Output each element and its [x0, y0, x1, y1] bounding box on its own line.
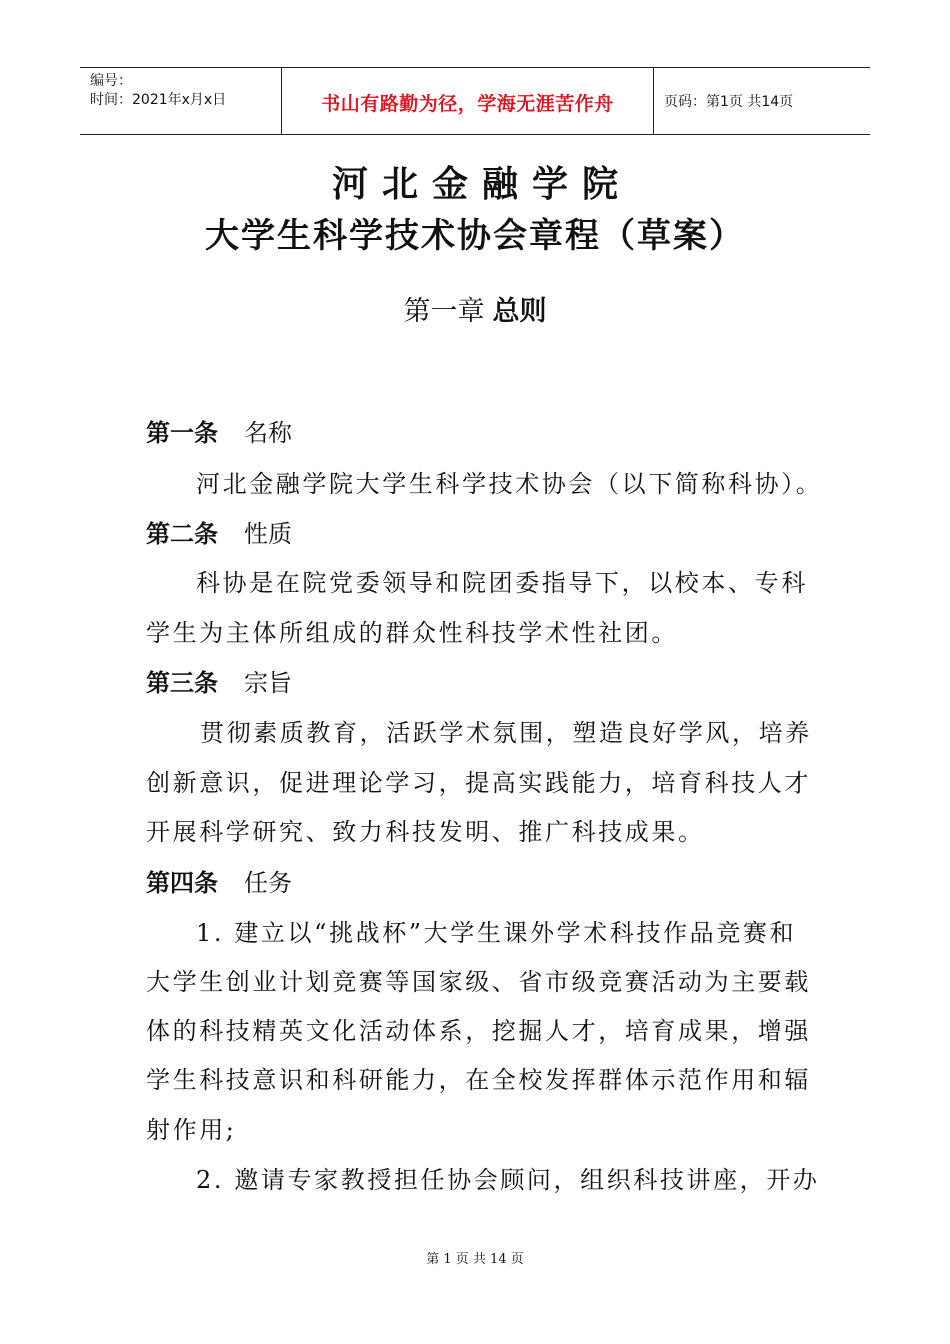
- header-page-info: 页码：第1页 共14页: [664, 94, 794, 110]
- paragraph-line: 创新意识，促进理论学习，提高实践能力，培育科技人才: [146, 769, 811, 797]
- article-number: 第四条: [146, 869, 218, 897]
- header-meta: [80, 68, 282, 134]
- paragraph-line: 开展科学研究、致力科技发明、推广科技成果。: [146, 818, 705, 846]
- paragraph-line: 学生为主体所组成的群众性科技学术性社团。: [146, 619, 678, 647]
- paragraph-line: 射作用;: [146, 1116, 237, 1144]
- paragraph-line: 科协是在院党委领导和院团委指导下，以校本、专科: [196, 569, 808, 597]
- paragraph-line: 体的科技精英文化活动体系，挖掘人才，培育成果，增强: [146, 1017, 811, 1045]
- article-name: 宗旨: [244, 669, 292, 697]
- article-name: 性质: [244, 520, 292, 548]
- document-header: [80, 67, 870, 135]
- paragraph-line: 大学生创业计划竞赛等国家级、省市级竞赛活动为主要载: [146, 968, 811, 996]
- header-motto: 书山有路勤为径，学海无涯苦作舟: [282, 68, 654, 134]
- chapter-heading: [0, 292, 950, 332]
- chapter-number: 第一章: [403, 296, 485, 327]
- paragraph-line: 河北金融学院大学生科学技术协会（以下简称科协）。: [196, 470, 823, 498]
- article-heading: [146, 666, 292, 700]
- paragraph-line: 2. 邀请专家教授担任协会顾问，组织科技讲座，开办: [196, 1166, 820, 1194]
- article-heading: [146, 416, 292, 450]
- page-footer: 第 1 页 共 14 页: [426, 1252, 524, 1267]
- article-name: 名称: [244, 419, 292, 447]
- paragraph-line: 学生科技意识和科研能力，在全校发挥群体示范作用和辐: [146, 1066, 811, 1094]
- document-title: 河北金融学院: [331, 163, 632, 205]
- header-number: 编号：: [90, 73, 132, 89]
- article-number: 第三条: [146, 669, 218, 697]
- article-heading: [146, 866, 292, 900]
- chapter-title: 总则: [492, 296, 547, 327]
- article-name: 任务: [244, 869, 292, 897]
- article-heading: [146, 517, 292, 551]
- paragraph-line: 1. 建立以“挑战杯”大学生课外学术科技作品竞赛和: [196, 919, 797, 947]
- header-time: 时间：2021年x月x日: [90, 92, 227, 108]
- document-subtitle: 大学生科学技术协会章程（草案）: [205, 216, 745, 256]
- article-number: 第一条: [146, 419, 218, 447]
- paragraph-line: 贯彻素质教育，活跃学术氛围，塑造良好学风，培养: [200, 719, 812, 747]
- article-number: 第二条: [146, 520, 218, 548]
